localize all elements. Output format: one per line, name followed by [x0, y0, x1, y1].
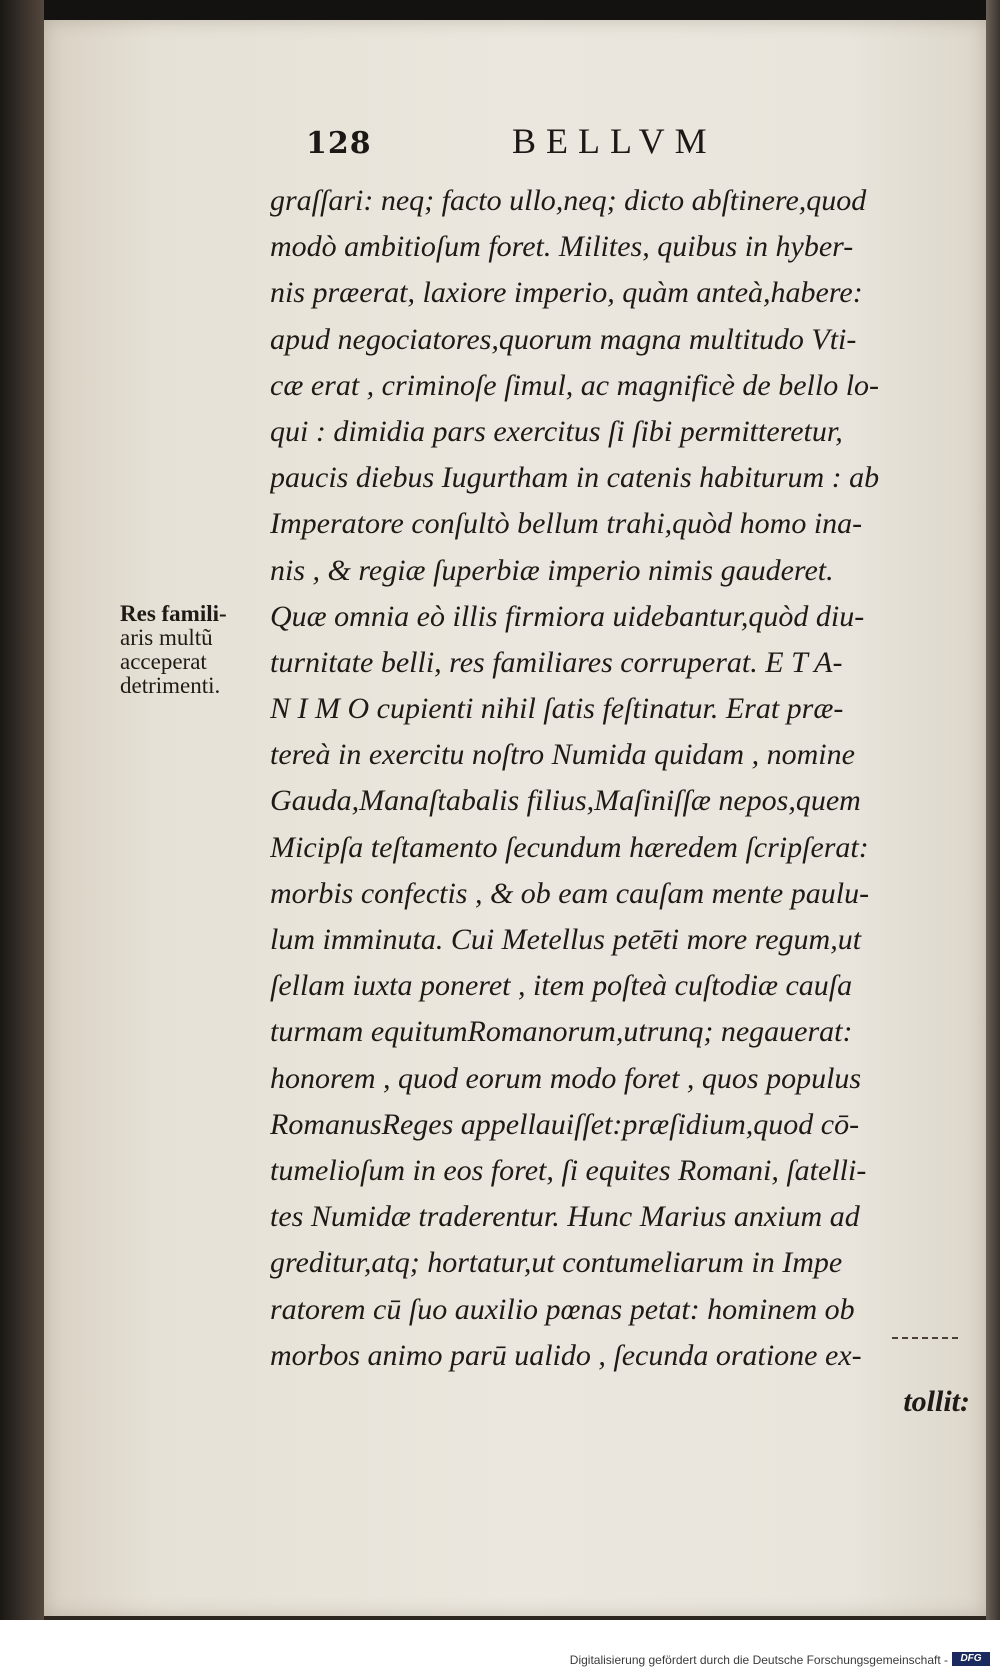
page-number: 128 — [306, 126, 372, 161]
text-line: turmam equitumRomanorum,utrunq; negauerat: — [270, 1015, 853, 1049]
page-header — [44, 112, 986, 172]
text-line: cæ erat , criminoſe ſimul, ac magnificè de bello lo- — [270, 368, 880, 402]
text-line: ſellam iuxta poneret , item poſteà cuſtodiæ cauſa — [270, 969, 853, 1003]
text-line: honorem , quod eorum modo foret , quos populus — [270, 1061, 862, 1095]
text-line: qui : dimidia pars exercitus ſi ſibi permitteretur, — [270, 414, 843, 448]
text-line: nis præerat, laxiore imperio, quàm anteà,habere: — [270, 276, 863, 310]
text-line: RomanusReges appellauiſſet:præſidium,quod cō- — [270, 1107, 860, 1141]
text-line: Imperatore conſultò bellum trahi,quòd homo ina- — [270, 507, 863, 541]
text-line: nis , & regiæ ſuperbiæ imperio nimis gauderet. — [270, 553, 834, 587]
text-line: ratorem cū ſuo auxilio pœnas petat: hominem ob — [270, 1292, 855, 1326]
running-title: BELLVM — [512, 121, 717, 161]
text-line: greditur,atq; hortatur,ut contumeliarum in Impe — [270, 1246, 843, 1280]
text-line: Gauda,Manaſtabalis filius,Maſiniſſæ nepos,quem — [270, 784, 861, 818]
digitization-footer — [0, 1620, 1000, 1667]
text-line: paucis diebus Iugurtham in catenis habiturum : ab — [270, 461, 880, 495]
text-line: apud negociatores,quorum magna multitudo Vti- — [270, 322, 857, 356]
body-text — [270, 178, 970, 1425]
text-line: graſſari: neq; facto ullo,neq; dicto abſtinere,quod — [270, 184, 867, 217]
marginal-note — [120, 602, 270, 698]
text-line: Micipſa teſtamento ſecundum hæredem ſcripſerat: — [270, 830, 869, 864]
marginal-note-line: aris multũ — [120, 625, 213, 650]
catchword: tollit: — [903, 1384, 970, 1418]
funding-credit: Digitalisierung gefördert durch die Deutsche Forschungsgemeinschaft - — [569, 1653, 948, 1667]
marginal-note-line: Res famili- — [120, 601, 227, 626]
marginal-note-line: acceperat — [120, 649, 207, 674]
text-line: turnitate belli, res familiares corruperat. E T A- — [270, 645, 843, 679]
book-fore-edge — [986, 0, 1000, 1620]
book-spine-edge — [0, 0, 44, 1620]
text-line: lum imminuta. Cui Metellus petēti more regum,ut — [270, 923, 862, 956]
text-line: N I M O cupienti nihil ſatis feſtinatur. Erat præ- — [270, 692, 844, 726]
book-page — [44, 20, 986, 1616]
marginal-note-line: detrimenti. — [120, 673, 221, 698]
catchword-rule — [892, 1337, 958, 1339]
text-line: tumelioſum in eos foret, ſi equites Romani, ſatelli- — [270, 1153, 867, 1187]
text-line: tereà in exercitu noſtro Numida quidam , nomine — [270, 738, 855, 772]
text-line: Quæ omnia eò illis firmiora uidebantur,quòd diu- — [270, 599, 865, 633]
text-line: morbis confectis , & ob eam cauſam mente paulu- — [270, 876, 870, 910]
dfg-logo: DFG — [952, 1652, 990, 1666]
text-line: modò ambitioſum foret. Milites, quibus in hyber- — [270, 230, 854, 264]
text-line: tes Numidæ traderentur. Hunc Marius anxium ad — [270, 1200, 860, 1234]
book-top-edge — [0, 0, 1000, 22]
text-line: morbos animo parū ualido , ſecunda oratione ex- — [270, 1338, 862, 1372]
